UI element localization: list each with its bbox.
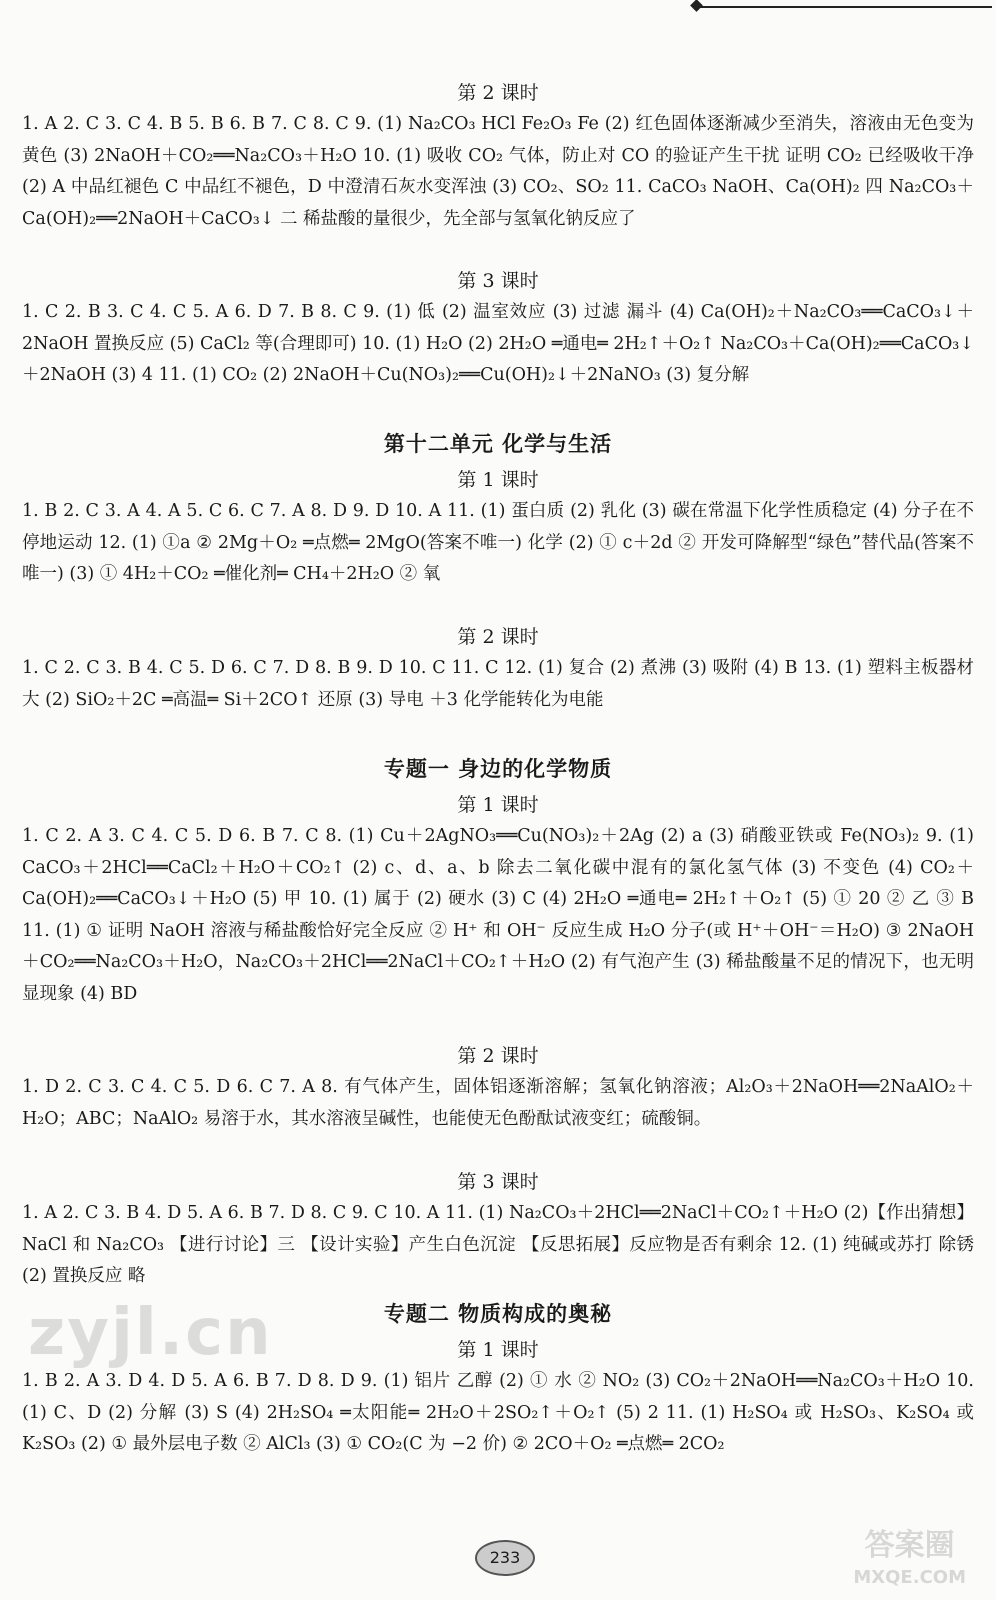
corner-watermark [853,1530,966,1594]
answer-page [22,78,974,1492]
answer-paragraph: 1. A 2. C 3. C 4. B 5. B 6. B 7. C 8. C 9. (1) Na₂CO₃ HCl Fe₂O₃ Fe (2) 红色固体逐渐减少至消失，溶液由无色变为黄色 (3) 2NaOH＋CO₂══Na₂CO₃＋H₂O 10. (1) 吸收 CO₂ 气体，防止对 CO 的验证产生干扰 证明 CO₂ 已经吸收干净 (2) A 中品红褪色 C 中品红不褪色，D 中澄清石灰水变浑浊 (3) CO₂、SO₂ 11. CaCO₃ NaOH、Ca(OH)₂ 四 Na₂CO₃＋Ca(OH)₂══2NaOH＋CaCO₃↓ 二 稀盐酸的量很少，先全部与氢氧化钠反应了 [22,114,974,229]
lesson-heading: 第 3 课时 [457,270,539,292]
answer-paragraph: 1. B 2. C 3. A 4. A 5. C 6. C 7. A 8. D 9. D 10. A 11. (1) 蛋白质 (2) 乳化 (3) 碳在常温下化学性质稳定 (4) 分子在不停地运动 12. (1) ①a ② 2Mg＋O₂ ═点燃═ 2MgO(答案不唯一) 化学 (2) ① c＋2d ② 开发可降解型“绿色”替代品(答案不唯一) (3) ① 4H₂＋CO₂ ═催化剂═ CH₄＋2H₂O ② 氧 [22,501,974,584]
lesson-heading: 第 2 课时 [457,82,539,104]
site-watermark: zyjl.cn [28,1296,273,1370]
corner-watermark-url: MXQE.COM [853,1567,966,1588]
header-rule [700,6,992,8]
answer-paragraph: 1. B 2. A 3. D 4. D 5. A 6. B 7. D 8. D 9. (1) 铝片 乙醇 (2) ① 水 ② NO₂ (3) CO₂＋2NaOH══Na₂CO₃＋H₂O 10. (1) C、D (2) 分解 (3) S (4) 2H₂SO₄ ═太阳能═ 2H₂O＋2SO₂↑＋O₂↑ (5) 2 11. (1) H₂SO₄ 或 H₂SO₃、K₂SO₄ 或 K₂SO₃ (2) ① 最外层电子数 ② AlCl₃ (3) ① CO₂(C 为 −2 价) ② 2CO＋O₂ ═点燃═ 2CO₂ [22,1371,974,1454]
header-diamond-icon [690,0,703,12]
answer-paragraph: 1. A 2. C 3. B 4. D 5. A 6. B 7. D 8. C 9. C 10. A 11. (1) Na₂CO₃＋2HCl══2NaCl＋CO₂↑＋H₂O (2)【作出猜想】NaCl 和 Na₂CO₃ 【进行讨论】三 【设计实验】产生白色沉淀 【反思拓展】反应物是否有剩余 12. (1) 纯碱或苏打 除锈 (2) 置换反应 略 [22,1203,974,1286]
answer-paragraph: 1. C 2. A 3. C 4. C 5. D 6. B 7. C 8. (1) Cu＋2AgNO₃══Cu(NO₃)₂＋2Ag (2) a (3) 硝酸亚铁或 Fe(NO₃)₂ 9. (1) CaCO₃＋2HCl══CaCl₂＋H₂O＋CO₂↑ (2) c、d、a、b 除去二氧化碳中混有的氯化氢气体 (3) 不变色 (4) CO₂＋Ca(OH)₂══CaCO₃↓＋H₂O (5) 甲 10. (1) 属于 (2) 硬水 (3) C (4) 2H₂O ═通电═ 2H₂↑＋O₂↑ (5) ① 20 ② 乙 ③ B 11. (1) ① 证明 NaOH 溶液与稀盐酸恰好完全反应 ② H⁺ 和 OH⁻ 反应生成 H₂O 分子(或 H⁺＋OH⁻＝H₂O) ③ 2NaOH＋CO₂══Na₂CO₃＋H₂O，Na₂CO₃＋2HCl══2NaCl＋CO₂↑＋H₂O (2) 有气泡产生 (3) 稀盐酸量不足的情况下，也无明显现象 (4) BD [22,826,974,1004]
lesson-heading: 第 1 课时 [457,469,539,491]
unit-heading: 第十二单元 化学与生活 [383,431,613,456]
corner-watermark-title: 答案圈 [864,1528,955,1563]
unit-heading: 专题二 物质构成的奥秘 [383,1301,613,1326]
lesson-heading: 第 3 课时 [457,1171,539,1193]
lesson-heading: 第 2 课时 [457,1045,539,1067]
page-number: 233 [475,1540,535,1576]
answer-paragraph: 1. D 2. C 3. C 4. C 5. D 6. C 7. A 8. 有气体产生，固体铝逐渐溶解；氢氧化钠溶液；Al₂O₃＋2NaOH══2NaAlO₂＋H₂O；ABC；NaAlO₂ 易溶于水，其水溶液呈碱性，也能使无色酚酞试液变红；硫酸铜。 [22,1077,974,1129]
lesson-heading: 第 1 课时 [457,1339,539,1361]
unit-heading: 专题一 身边的化学物质 [383,756,613,781]
answer-paragraph: 1. C 2. B 3. C 4. C 5. A 6. D 7. B 8. C 9. (1) 低 (2) 温室效应 (3) 过滤 漏斗 (4) Ca(OH)₂＋Na₂CO₃══CaCO₃↓＋2NaOH 置换反应 (5) CaCl₂ 等(合理即可) 10. (1) H₂O (2) 2H₂O ═通电═ 2H₂↑＋O₂↑ Na₂CO₃＋Ca(OH)₂══CaCO₃↓＋2NaOH (3) 4 11. (1) CO₂ (2) 2NaOH＋Cu(NO₃)₂══Cu(OH)₂↓＋2NaNO₃ (3) 复分解 [22,302,974,385]
lesson-heading: 第 2 课时 [457,626,539,648]
lesson-heading: 第 1 课时 [457,794,539,816]
answer-paragraph: 1. C 2. C 3. B 4. C 5. D 6. C 7. D 8. B 9. D 10. C 11. C 12. (1) 复合 (2) 煮沸 (3) 吸附 (4) B 13. (1) 塑料主板器材 大 (2) SiO₂＋2C ═高温═ Si＋2CO↑ 还原 (3) 导电 ＋3 化学能转化为电能 [22,658,974,710]
